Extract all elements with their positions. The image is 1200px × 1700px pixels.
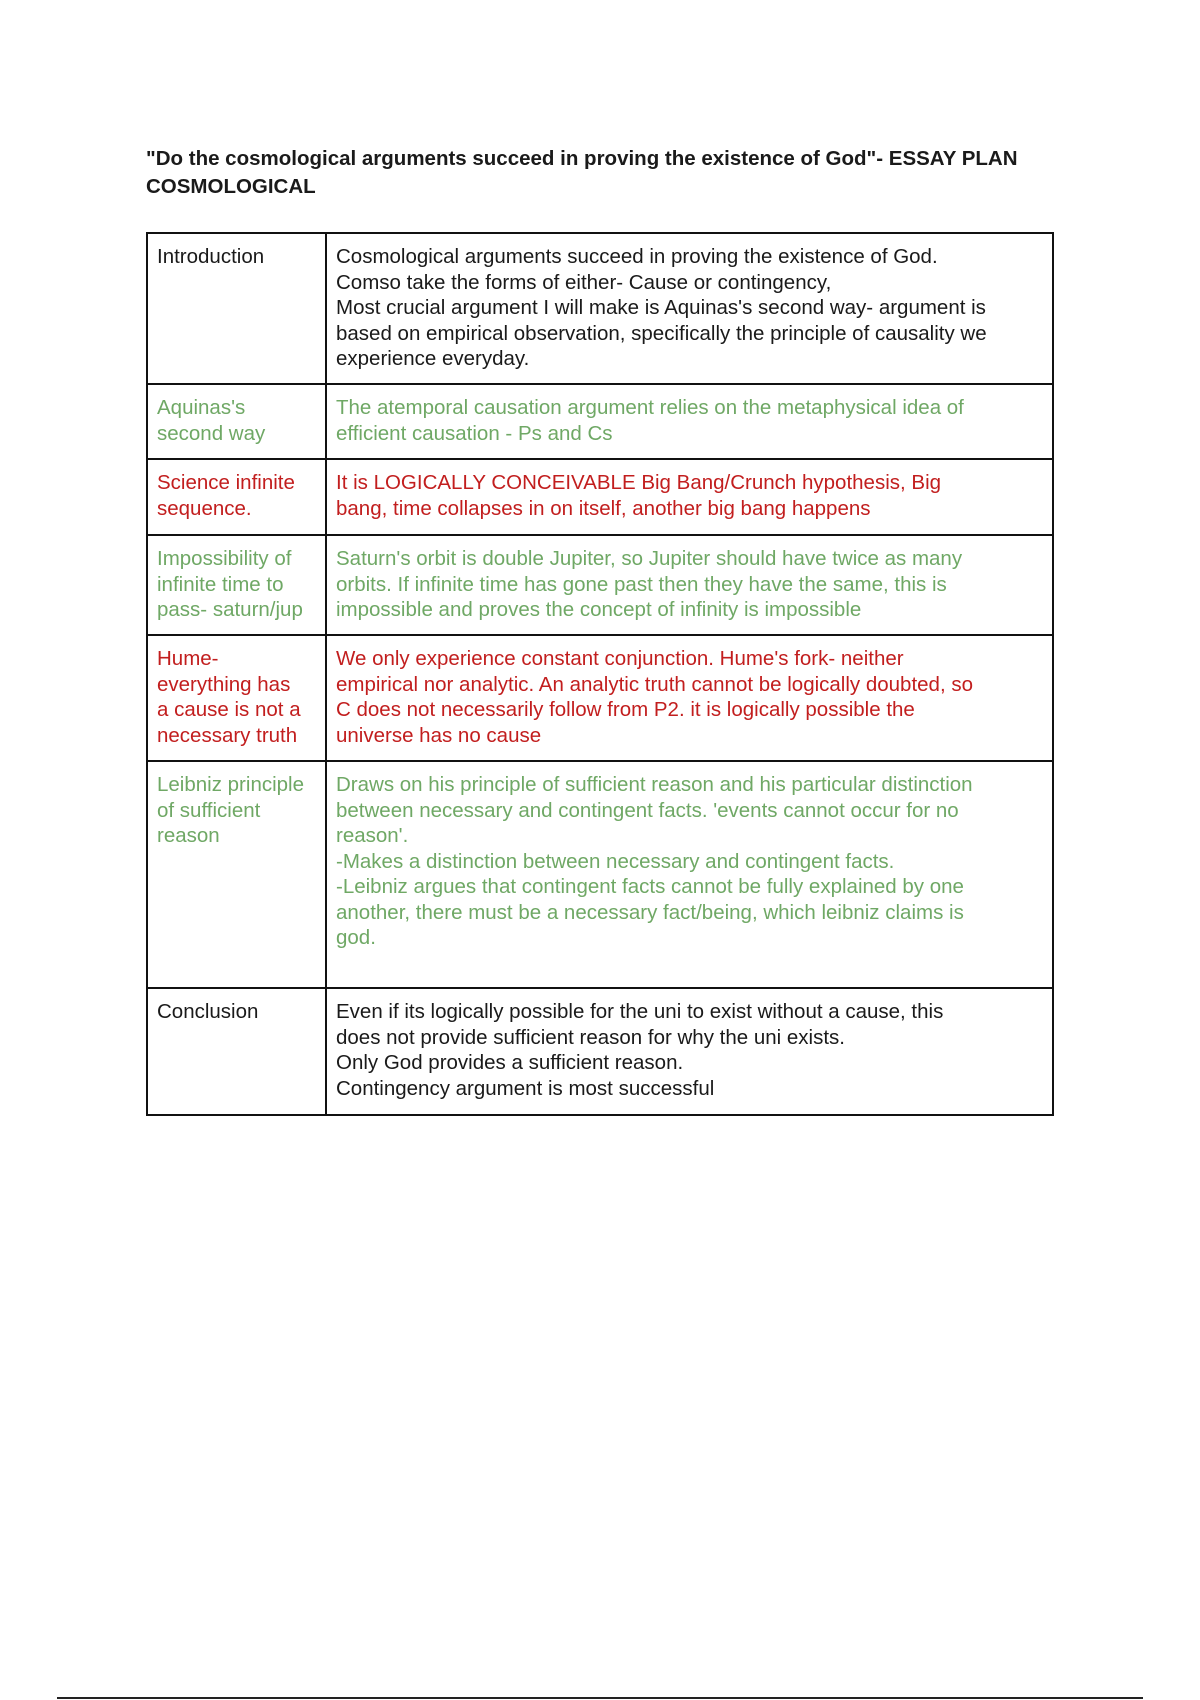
- label-line: reason: [157, 824, 220, 847]
- content-line: -Leibniz argues that contingent facts cannot be fully explained by one: [336, 875, 964, 898]
- label-line: second way: [157, 421, 266, 445]
- label-line: Introduction: [157, 245, 265, 268]
- table-row-hume: [147, 635, 1053, 761]
- table-row-aquinas: [147, 384, 1053, 459]
- content-line: Most crucial argument I will make is Aquinas's second way- argument is: [336, 296, 986, 319]
- content-line: Comso take the forms of either- Cause or contingency,: [336, 270, 832, 294]
- content-line: impossible and proves the concept of infinity is impossible: [336, 598, 862, 621]
- content-line: based on empirical observation, specifically the principle of causality we: [336, 321, 987, 345]
- row-label: [147, 384, 326, 459]
- table-row-conclusion: [147, 988, 1053, 1115]
- content-line: universe has no cause: [336, 723, 542, 747]
- row-content: [326, 988, 1053, 1115]
- label-line: Science infinite: [157, 471, 295, 494]
- table-row-leibniz: [147, 761, 1053, 988]
- label-line: Conclusion: [157, 1000, 259, 1023]
- row-label: [147, 233, 326, 384]
- content-line: god.: [336, 926, 376, 949]
- label-line: infinite time to: [157, 572, 284, 596]
- row-label: [147, 635, 326, 761]
- content-line: Even if its logically possible for the uni to exist without a cause, this: [336, 1000, 944, 1023]
- content-line: does not provide sufficient reason for why the uni exists.: [336, 1025, 845, 1049]
- row-content: [326, 384, 1053, 459]
- label-line: a cause is not a: [157, 698, 301, 721]
- row-label: [147, 761, 326, 988]
- table-row-science: [147, 459, 1053, 535]
- content-line: Draws on his principle of sufficient reason and his particular distinction: [336, 773, 973, 796]
- content-line: orbits. If infinite time has gone past then they have the same, this is: [336, 572, 947, 596]
- label-line: Hume-: [157, 647, 219, 670]
- label-line: of sufficient: [157, 798, 261, 822]
- label-line: Leibniz principle: [157, 773, 305, 796]
- page-bottom-rule: [57, 1697, 1143, 1699]
- label-line: sequence.: [157, 496, 252, 520]
- row-content: [326, 233, 1053, 384]
- essay-plan-table: [146, 232, 1054, 1116]
- row-content: [326, 535, 1053, 635]
- row-label: [147, 988, 326, 1115]
- title-line: COSMOLOGICAL: [146, 175, 316, 198]
- content-line: C does not necessarily follow from P2. it is logically possible the: [336, 698, 915, 721]
- content-line: between necessary and contingent facts. 'events cannot occur for no: [336, 798, 959, 822]
- label-line: pass- saturn/jup: [157, 598, 303, 621]
- label-line: Aquinas's: [157, 396, 246, 419]
- row-content: [326, 635, 1053, 761]
- label-line: everything has: [157, 672, 291, 696]
- row-label: [147, 459, 326, 535]
- title-line: "Do the cosmological arguments succeed in proving the existence of God"- ESSAY PLAN: [146, 147, 1018, 170]
- row-content: [326, 761, 1053, 988]
- content-line: experience everyday.: [336, 347, 530, 370]
- content-line: Cosmological arguments succeed in proving the existence of God.: [336, 245, 938, 268]
- content-line: Contingency argument is most successful: [336, 1076, 715, 1100]
- content-line: Saturn's orbit is double Jupiter, so Jupiter should have twice as many: [336, 547, 963, 570]
- label-line: Impossibility of: [157, 547, 292, 570]
- content-line: bang, time collapses in on itself, another big bang happens: [336, 496, 871, 520]
- table-row-introduction: [147, 233, 1053, 384]
- content-line: The atemporal causation argument relies on the metaphysical idea of: [336, 396, 964, 419]
- content-line: -Makes a distinction between necessary and contingent facts.: [336, 849, 895, 873]
- content-line: Only God provides a sufficient reason.: [336, 1051, 684, 1074]
- table-row-impossibility: [147, 535, 1053, 635]
- content-line: We only experience constant conjunction. Hume's fork- neither: [336, 647, 904, 670]
- label-line: necessary truth: [157, 723, 298, 747]
- content-line: efficient causation - Ps and Cs: [336, 421, 613, 445]
- content-line: empirical nor analytic. An analytic truth cannot be logically doubted, so: [336, 672, 974, 696]
- content-line: It is LOGICALLY CONCEIVABLE Big Bang/Crunch hypothesis, Big: [336, 471, 942, 494]
- page-title: [146, 145, 1046, 201]
- row-content: [326, 459, 1053, 535]
- content-line: another, there must be a necessary fact/being, which leibniz claims is: [336, 900, 964, 924]
- row-label: [147, 535, 326, 635]
- content-line: reason'.: [336, 824, 409, 847]
